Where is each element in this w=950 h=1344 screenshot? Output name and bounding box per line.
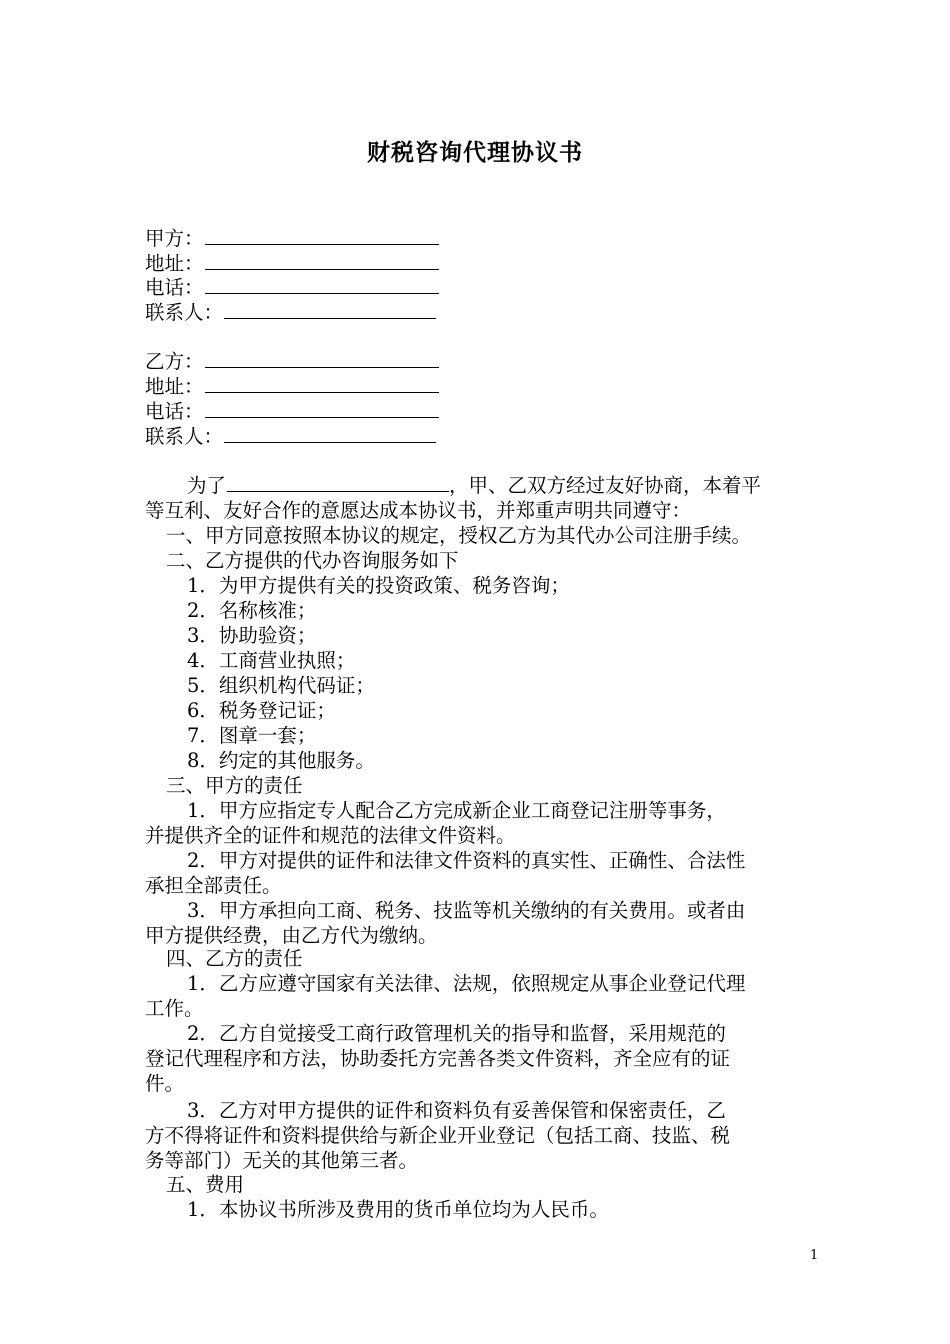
party-b-phone-blank[interactable] (205, 399, 439, 418)
intro-line-1 (187, 473, 761, 498)
clause-3-p2-line: 承担全部责任。 (145, 874, 282, 897)
clause-4-p2-line: 登记代理程序和方法，协助委托方完善各类文件资料，齐全应有的证 (145, 1047, 731, 1070)
party-b-contact-label: 联系人： (145, 425, 224, 448)
party-a-name-line (145, 226, 439, 251)
clause-2-item: 2．名称核准； (187, 599, 317, 622)
party-a-address-label: 地址： (145, 252, 204, 275)
intro-purpose-blank[interactable] (227, 473, 449, 492)
clause-5-p1-line: 1．本协议书所涉及费用的货币单位均为人民币。 (187, 1198, 609, 1221)
clause-2-item: 1．为甲方提供有关的投资政策、税务咨询； (187, 574, 570, 597)
party-a-contact-blank[interactable] (224, 300, 436, 319)
clause-3-p2-line: 2．甲方对提供的证件和法律文件资料的真实性、正确性、合法性 (187, 849, 746, 872)
clause-4-p3-line: 3．乙方对甲方提供的证件和资料负有妥善保管和保密责任，乙 (187, 1099, 726, 1122)
party-a-name-label: 甲方： (145, 227, 204, 250)
clause-5-heading: 五、费用 (166, 1173, 245, 1196)
party-a-phone-label: 电话： (145, 276, 204, 299)
clause-2-item: 3．协助验资； (187, 624, 317, 647)
party-b-phone-label: 电话： (145, 400, 204, 423)
party-a-phone-blank[interactable] (205, 275, 439, 294)
party-b-phone-line (145, 399, 439, 424)
party-b-address-line (145, 374, 439, 399)
party-a-contact-label: 联系人： (145, 301, 224, 324)
party-b-address-label: 地址： (145, 375, 204, 398)
clause-2-item: 7．图章一套； (187, 724, 317, 747)
party-b-contact-blank[interactable] (224, 424, 436, 443)
clause-2-item: 8．约定的其他服务。 (187, 749, 375, 772)
party-a-address-blank[interactable] (205, 251, 439, 270)
intro-prefix: 为了 (187, 474, 227, 497)
clause-4-p3-line: 方不得将证件和资料提供给与新企业开业登记（包括工商、技监、税 (145, 1124, 731, 1147)
clause-4-p2-line: 2．乙方自觉接受工商行政管理机关的指导和监督，采用规范的 (187, 1022, 726, 1045)
clause-3-p1-line: 并提供齐全的证件和规范的法律文件资料。 (145, 824, 516, 847)
clause-1: 一、甲方同意按照本协议的规定，授权乙方为其代办公司注册手续。 (166, 524, 752, 547)
party-b-address-blank[interactable] (205, 374, 439, 393)
clause-3-p1-line: 1．甲方应指定专人配合乙方完成新企业工商登记注册等事务， (187, 799, 726, 822)
clause-2-item: 5．组织机构代码证； (187, 674, 375, 697)
party-a-name-blank[interactable] (205, 226, 439, 245)
page-number: 1 (810, 1248, 819, 1263)
party-a-contact-line (145, 300, 436, 325)
clause-2-item: 4．工商营业执照； (187, 649, 356, 672)
party-a-phone-line (145, 275, 439, 300)
clause-4-p3-line: 务等部门）无关的其他第三者。 (145, 1149, 419, 1172)
party-b-name-label: 乙方： (145, 350, 204, 373)
intro-suffix: ，甲、乙双方经过友好协商，本着平 (449, 474, 762, 497)
document-title: 财税咨询代理协议书 (367, 139, 583, 166)
clause-4-p2-line: 件。 (145, 1072, 185, 1095)
clause-2-item: 6．税务登记证； (187, 699, 336, 722)
party-b-name-line (145, 349, 439, 374)
party-b-contact-line (145, 424, 436, 449)
party-a-address-line (145, 251, 439, 276)
clause-3-p3-line: 3．甲方承担向工商、税务、技监等机关缴纳的有关费用。或者由 (187, 899, 746, 922)
clause-4-p1-line: 工作。 (145, 997, 204, 1020)
clause-2-heading: 二、乙方提供的代办咨询服务如下 (166, 549, 459, 572)
intro-line-2: 等互利、友好合作的意愿达成本协议书，并郑重声明共同遵守： (145, 499, 692, 522)
party-b-name-blank[interactable] (205, 349, 439, 368)
clause-4-heading: 四、乙方的责任 (166, 947, 303, 970)
clause-3-heading: 三、甲方的责任 (166, 774, 303, 797)
clause-3-p3-line: 甲方提供经费，由乙方代为缴纳。 (145, 924, 438, 947)
clause-4-p1-line: 1．乙方应遵守国家有关法律、法规，依照规定从事企业登记代理 (187, 972, 746, 995)
